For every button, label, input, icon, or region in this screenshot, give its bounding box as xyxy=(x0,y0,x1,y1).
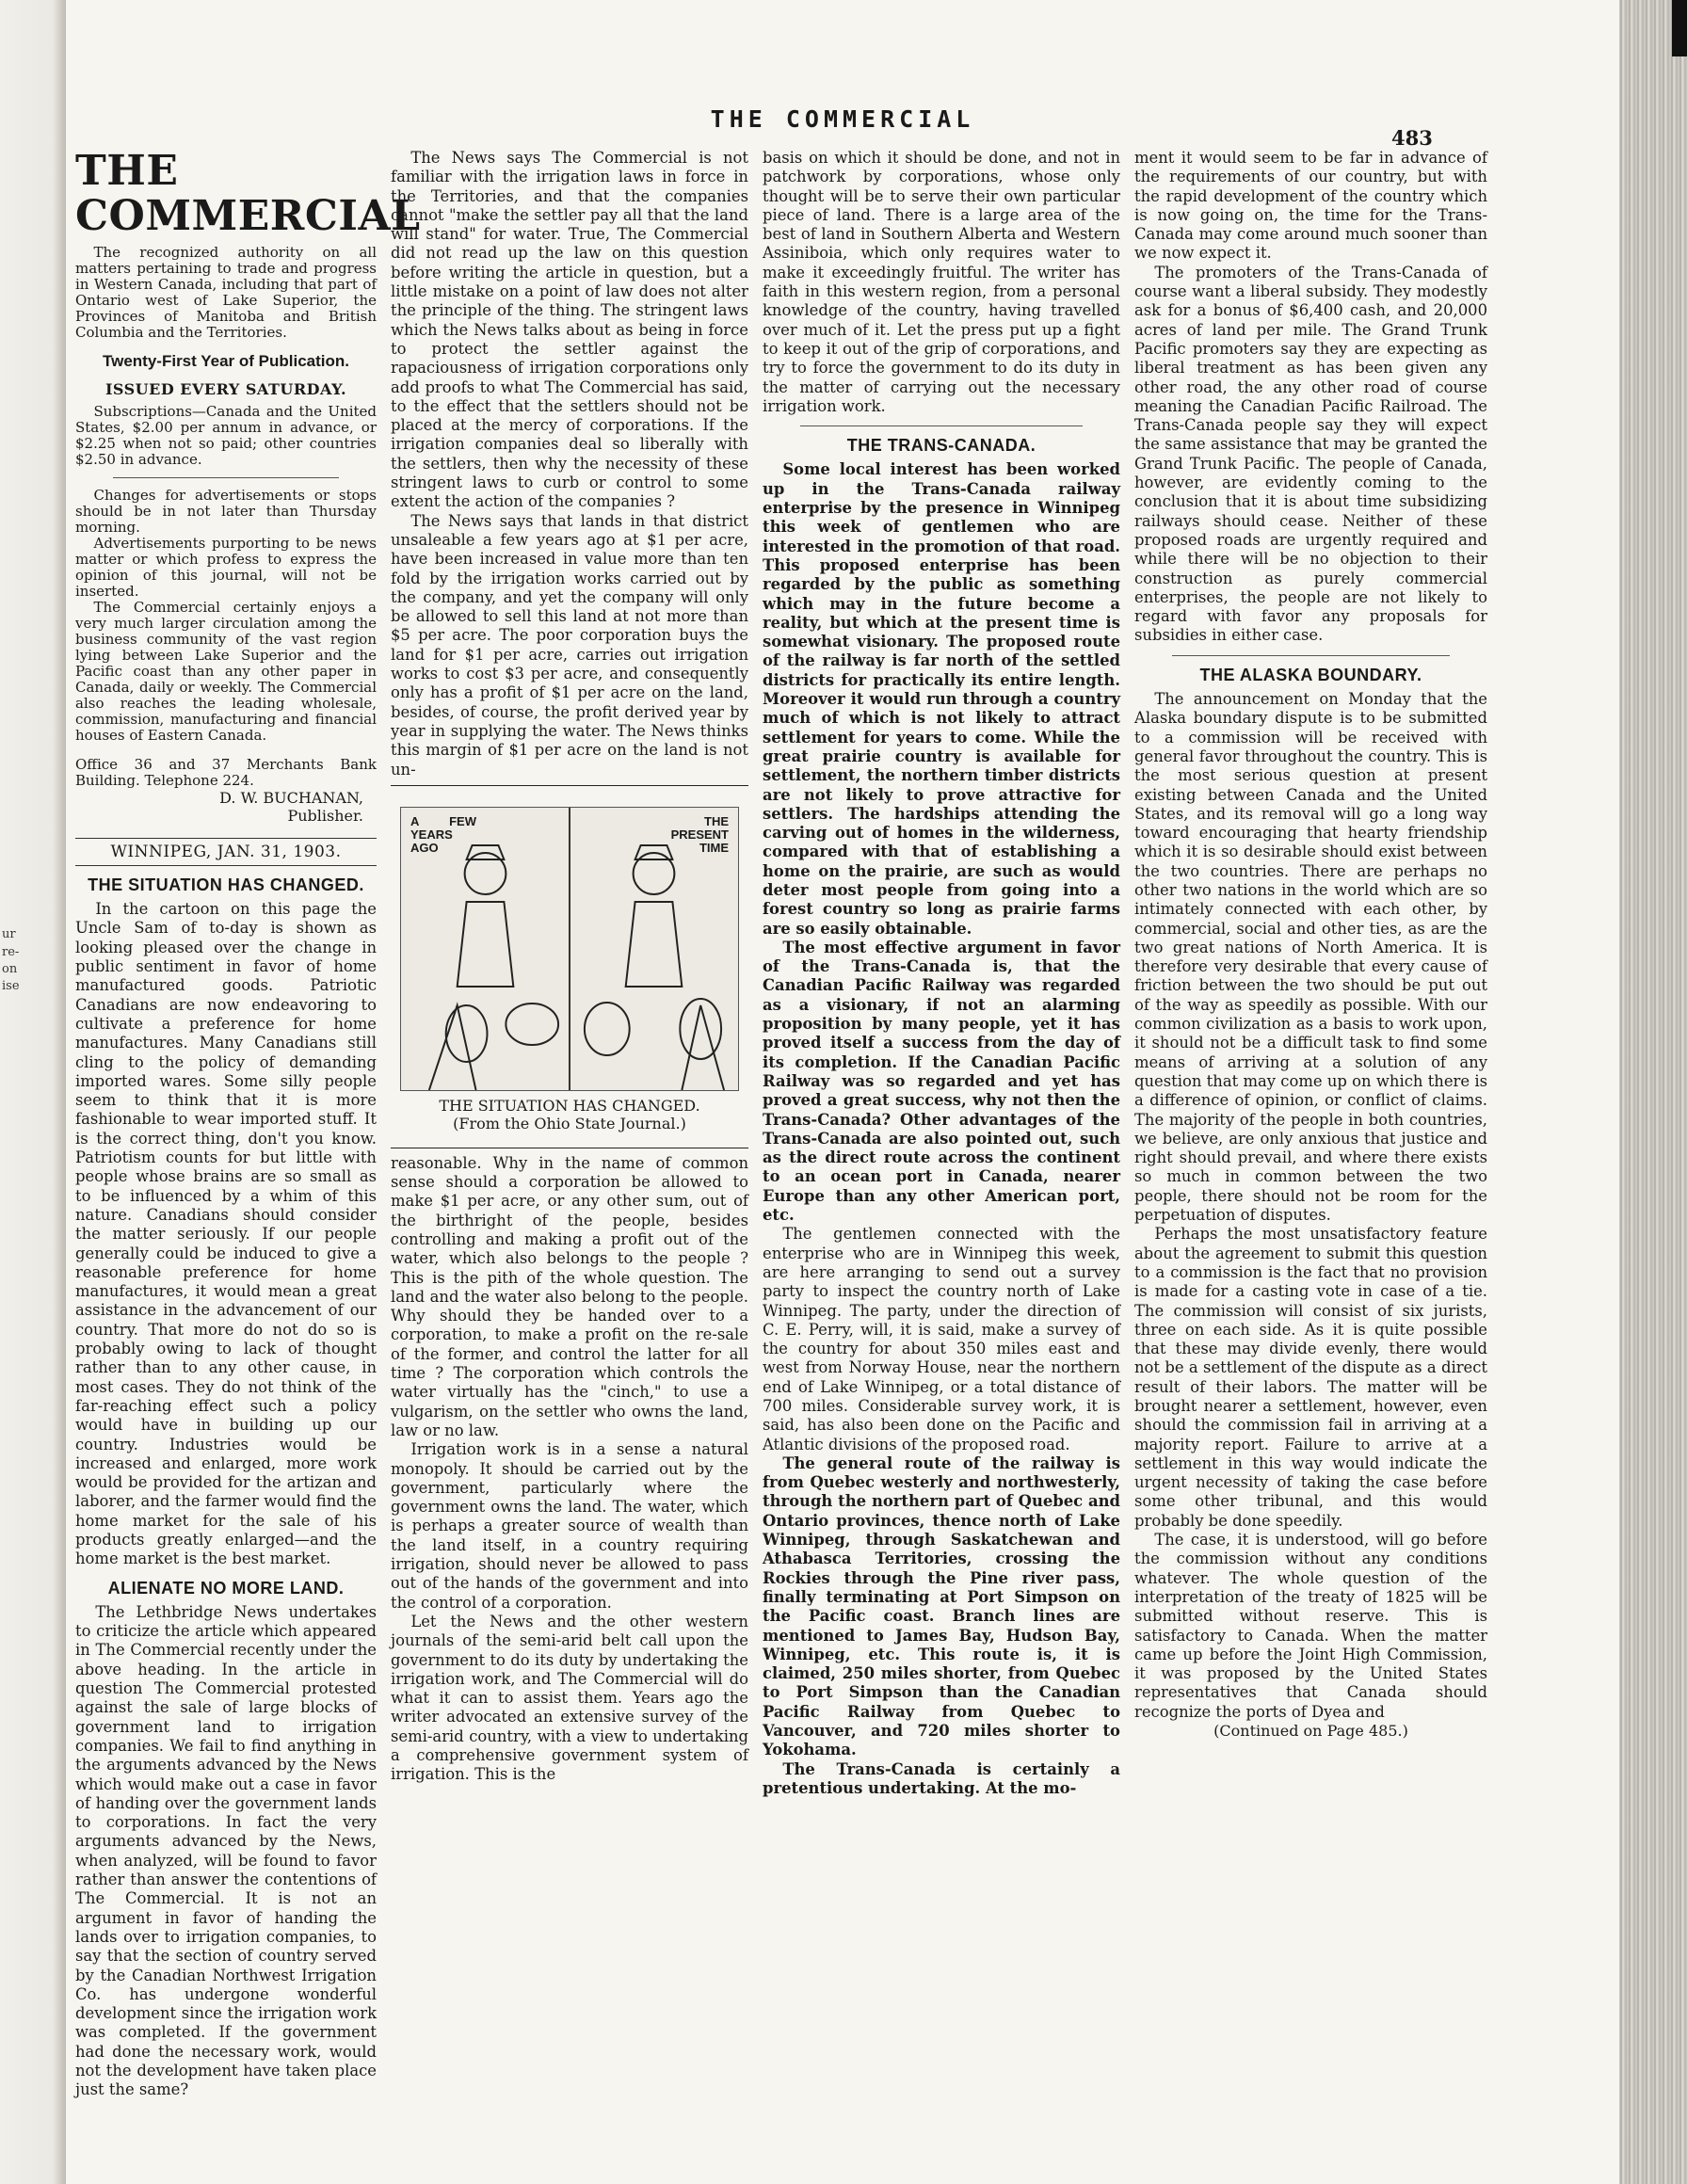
masthead-issued: ISSUED EVERY SATURDAY. xyxy=(104,380,347,399)
left-fragment: on xyxy=(2,962,18,976)
article-body: The Lethbridge News undertakes to criticize the article which appeared in The Commercial recently under the above heading. In the article in question The Commercial protested against the sale of large blocks of government land to irrigation companies. We fail to find anything in the arguments advanced by the News which would make out a case in favor of handing over the government lands to corporations. In fact the very arguments advanced by the News, when analyzed, will be found to favor rather than answer the contentions of The Commercial. It is not an argument in favor of handing the lands over to irrigation companies, to say that the section of country served by the Canadian Northwest Irrigation Co. has undergone wonderful development since the irrigation work was completed. If the government had done the necessary work, would not the development have taken place just the same? xyxy=(75,1602,377,2099)
divider xyxy=(113,477,339,478)
article-heading: THE SITUATION HAS CHANGED. xyxy=(88,875,364,894)
left-fragment: ise xyxy=(2,979,20,993)
article-body: The News says that lands in that district unsaleable a few years ago at $1 per acre, have been increased in value more than ten fold by the irrigation works carried out by the company, and yet the company will only be allowed to sell this land at not more than $5 per acre. The poor corporation buys the land for $1 per acre, carries out irrigation works to cost $3 per acre, and consequently only has a profit of $1 per acre on the land, besides, of course, the profit derived year by year in supplying the water. The News thinks this margin of $1 per acre on the land is not un- xyxy=(391,511,748,779)
masthead-changes: Changes for advertisements or stops should be in not later than Thursday morning. xyxy=(75,486,377,536)
left-fragment: ur xyxy=(2,927,16,941)
column-1 xyxy=(75,147,421,2100)
article-body: reasonable. Why in the name of common sense should a corporation be allowed to make $1 per acre, or any other sum, out of the birthright of the people, besides controlling and making a profit out of the water, which also belongs to the people ? This is the pith of the whole question. The land and the water also belong to the people. Why should they be handed over to a corporation, to make a profit on the re-sale of the former, and control the latter for all time ? The corporation which controls the water virtually has the "cinch," to use a vulgarism, on the settler who owns the land, law or no law. xyxy=(391,1153,748,1439)
newspaper-page xyxy=(66,0,1619,2184)
masthead-office: Office 36 and 37 Merchants Bank Building. Telephone 224. xyxy=(75,755,377,789)
continued-note: (Continued on Page 485.) xyxy=(1213,1722,1408,1741)
article-heading: THE TRANS-CANADA. xyxy=(846,436,1036,456)
article-body: Some local interest has been worked up in the Trans-Canada railway enterprise by the presence in Winnipeg this week of gentlemen who are interested in the promotion of that road. This proposed enterprise has been regarded by the public as something which may in the future become a reality, but which at the present time is somewhat visionary. The proposed route of the railway is far north of the settled districts for practically its entire length. Moreover it would run through a country much of which is not likely to attract settlement for years to come. While the great prairie country is available for settlement, the northern timber districts are not likely to prove attractive for settlers. The hardships attending the carving out of homes in the wilderness, compared with that of establishing a home on the prairie, are such as would deter most people from going into a forest country so long as prairie farms are so easily obtainable. xyxy=(763,460,1120,938)
article-body: Irrigation work is in a sense a natural monopoly. It should be carried out by the government, particularly where the government owns the land. The water, which is perhaps a greater source of wealth than the land itself, in a country requiring irrigation, should never be allowed to pass out of the hands of the government and into the control of a corporation. xyxy=(391,1440,748,1612)
article-body: The general route of the railway is from Quebec westerly and northwesterly, through the northern part of Quebec and Ontario provinces, thence north of Lake Winnipeg, through Saskatchewan and Athabasca Territories, crossing the Rockies through the Pine river pass, finally terminating at Port Simpson on the Pacific coast. Branch lines are mentioned to James Bay, Hudson Bay, Winnipeg, etc. This route is, it is claimed, 250 miles shorter, from Quebec to Port Simpson than the Canadian Pacific Railway from Quebec to Vancouver, and 720 miles shorter to Yokohama. xyxy=(763,1453,1120,1759)
article-body: The Trans-Canada is certainly a pretentious undertaking. At the mo- xyxy=(763,1759,1120,1797)
masthead-circulation: The Commercial certainly enjoys a very much larger circulation among the business community of the vast region lying between Lake Superior and the Pacific coast than any other paper in Canada, daily or weekly. The Commercial also reaches the leading wholesale, commission, manufacturing and financial houses of Eastern Canada. xyxy=(75,598,377,744)
article-body: The most effective argument in favor of the Trans-Canada is, that the Canadian Pacific Railway was regarded as a visionary, if not an alarming proposition by many people, yet it has proved itself a success from the day of its completion. If the Canadian Pacific Railway was so regarded and yet has proved a great success, why not then the Trans-Canada? Other advantages of the Trans-Canada are also pointed out, such as the direct route across the continent to an ocean port in Canada, nearer Europe than any other American port, etc. xyxy=(763,938,1120,1225)
article-body: The gentlemen connected with the enterprise who are in Winnipeg this week, are here arranging to send out a survey party to inspect the country north of Lake Winnipeg. The party, under the direction of C. E. Perry, will, it is said, make a survey of the country for about 350 miles east and west from Norway House, near the northern end of Lake Winnipeg, or a total distance of 700 miles. Considerable survey work, it is said, has also been done on the Pacific and Atlantic divisions of the proposed road. xyxy=(763,1225,1120,1453)
publisher-title: Publisher. xyxy=(287,806,363,825)
article-body: Perhaps the most unsatisfactory feature about the agreement to submit this question to a commission is the fact that no provision is made for a casting vote in case of a tie. The commission will consist of six jurists, three on each side. As it is quite possible that these may divide evenly, there would not be a settlement of the dispute as a direct result of their labors. The matter will be brought nearer a settlement, however, even should the commission fail in arriving at a majority report. Failure to arrive at a settlement in this way would indicate the urgent necessity of taking the case before some other tribunal, and this would probably be done speedily. xyxy=(1134,1225,1487,1530)
divider xyxy=(1172,655,1450,656)
masthead-subscriptions: Subscriptions—Canada and the United States, $2.00 per annum in advance, or $2.25 when not so paid; other countries $2.50 in advance. xyxy=(75,402,377,468)
article-heading: ALIENATE NO MORE LAND. xyxy=(107,1578,345,1598)
dateline: WINNIPEG, JAN. 31, 1903. xyxy=(75,838,377,866)
page-number: 483 xyxy=(1391,126,1433,150)
article-body: basis on which it should be done, and not in patchwork by corporations, whose only thought will be to serve their own particular piece of land. There is a large area of the best of land in Southern Alberta and Western Assiniboia, which only requires water to make it exceedingly fruitful. The writer has faith in this western region, from a personal knowledge of the country, having travelled over much of it. Let the press put up a fight to keep it out of the grip of corporations, and try to force the government to do its duty in the matter of carrying out the necessary irrigation work. xyxy=(763,149,1120,415)
divider xyxy=(391,785,748,786)
publisher-name: D. W. BUCHANAN, xyxy=(219,788,363,807)
column-4 xyxy=(1134,149,1487,1741)
cartoon-caption-title: THE SITUATION HAS CHANGED. xyxy=(439,1096,700,1115)
corner-mark xyxy=(1672,0,1687,56)
cartoon-illustration xyxy=(400,807,739,1091)
masthead-authority: The recognized authority on all matters pertaining to trade and progress in Western Canada, including that part of Ontario west of Lake Superior, the Provinces of Manitoba and British Columbia and the Territories. xyxy=(75,244,377,341)
previous-page-strip xyxy=(0,0,68,2184)
column-2 xyxy=(391,149,748,1785)
article-body: In the cartoon on this page the Uncle Sam of to-day is shown as looking pleased over the change in public sentiment in favor of home manufactured goods. Patriotic Canadians are now endeavoring to cultivate a preference for home manufactures. Many Canadians still cling to the policy of demanding imported wares. Some silly people seem to think that it is more fashionable to wear imported stuff. It is the correct thing, don't you know. Patriotism counts for but little with people whose brains are so small as to be influenced by a whim of this nature. Canadians should consider the matter seriously. If our people generally could be induced to give a reasonable preference for home manufactures, it would mean a great assistance in the advancement of our country. That more do not do so is probably owing to lack of thought rather than to any other cause, in most cases. They do not think of the far-reaching effect such a policy would have in building up our country. Industries would be increased and enlarged, more work would be provided for the artizan and laborer, and the farmer would find the home market for the sale of his products greatly enlarged—and the home market is the best market. xyxy=(75,900,377,1568)
cartoon-caption xyxy=(391,1097,748,1132)
article-body: ment it would seem to be far in advance of the requirements of our country, but with the rapid development of the country which is now going on, the time for the Trans-Canada may come around much sooner than we now expect it. xyxy=(1134,149,1487,263)
running-head: THE COMMERCIAL xyxy=(710,105,975,133)
left-fragment: re- xyxy=(2,945,20,959)
article-body: The case, it is understood, will go before the commission without any conditions whatever. The whole question of the interpretation of the treaty of 1825 will be submitted without reserve. This is satisfactory to Canada. When the matter came up before the Joint High Commission, it was proposed by the United States representatives that Canada should recognize the ports of Dyea and xyxy=(1134,1531,1487,1721)
article-body: The announcement on Monday that the Alaska boundary dispute is to be submitted to a commission will be received with general favor throughout the country. This is the most serious question at present existing between Canada and the United States, and its removal will go a long way toward encouraging that hearty friendship which it is so desirable should exist between the two countries. There are perhaps no other two nations in the world which are so intimately connected with each other, by commercial, social and other ties, as are the two great nations of North America. It is therefore very desirable that every cause of friction between the two should be put out of the way as speedily as possible. With our common civilization as a basis to work upon, it should not be a difficult task to find some means of arriving at a solution of any question that may come up on which there is a difference of opinion, or conflict of claims. The majority of the people in both countries, we believe, are only anxious that justice and right should prevail, and where there exists so much in common between the two people, there should not be room for the perpetuation of disputes. xyxy=(1134,690,1487,1225)
masthead-year: Twenty-First Year of Publication. xyxy=(103,352,349,370)
article-body: Let the News and the other western journals of the semi-arid belt call upon the government to do its duty by undertaking the irrigation work, and The Commercial will do what it can to assist them. Years ago the writer advocated an extensive survey of the semi-arid country, with a view to undertaking a comprehensive government system of irrigation. This is the xyxy=(391,1612,748,1784)
masthead-title: THE COMMERCIAL xyxy=(75,147,421,240)
article-heading: THE ALASKA BOUNDARY. xyxy=(1199,665,1422,684)
masthead-advertisements: Advertisements purporting to be news matter or which profess to express the opinion of this journal, will not be inserted. xyxy=(75,534,377,600)
article-body: The promoters of the Trans-Canada of course want a liberal subsidy. They modestly ask for a bonus of $6,400 cash, and 20,000 acres of land per mile. The Grand Trunk Pacific promoters say they are expecting as liberal treatment as has been given any other road, the any other road of course meaning the Canadian Pacific Railroad. The Trans-Canada people say they will expect the same assistance that may be granted the Grand Trunk Pacific. The people of Canada, however, are evidently coming to the conclusion that it is about time subsidizing railways should cease. Neither of these proposed roads are urgently required and while there will be no objection to their construction as purely commercial enterprises, the people are not likely to regard with favor any proposals for subsidies in either case. xyxy=(1134,263,1487,645)
cartoon-label-right: THE PRESENT TIME xyxy=(670,813,729,855)
column-3 xyxy=(763,149,1120,1798)
cartoon-caption-source: (From the Ohio State Journal.) xyxy=(453,1114,686,1132)
book-page-edges xyxy=(1619,0,1687,2184)
cartoon-label-left: A FEW YEARS AGO xyxy=(410,813,476,855)
article-body: The News says The Commercial is not familiar with the irrigation laws in force in the Territories, and that the companies cannot "make the settler pay all that the land will stand" for water. True, The Commercial did not read up the law on this question before writing the article in question, but a little mistake on a point of law does not alter the principle of the thing. The stringent laws which the News talks about as being in force to protect the settler against the rapaciousness of irrigation corporations only add proofs to what The Commercial has said, to the effect that the settlers should not be placed at the mercy of corporations. If the irrigation companies deal so liberally with the settlers, then why the necessity of these stringent laws to curb or control to some extent the action of the companies ? xyxy=(391,149,748,511)
